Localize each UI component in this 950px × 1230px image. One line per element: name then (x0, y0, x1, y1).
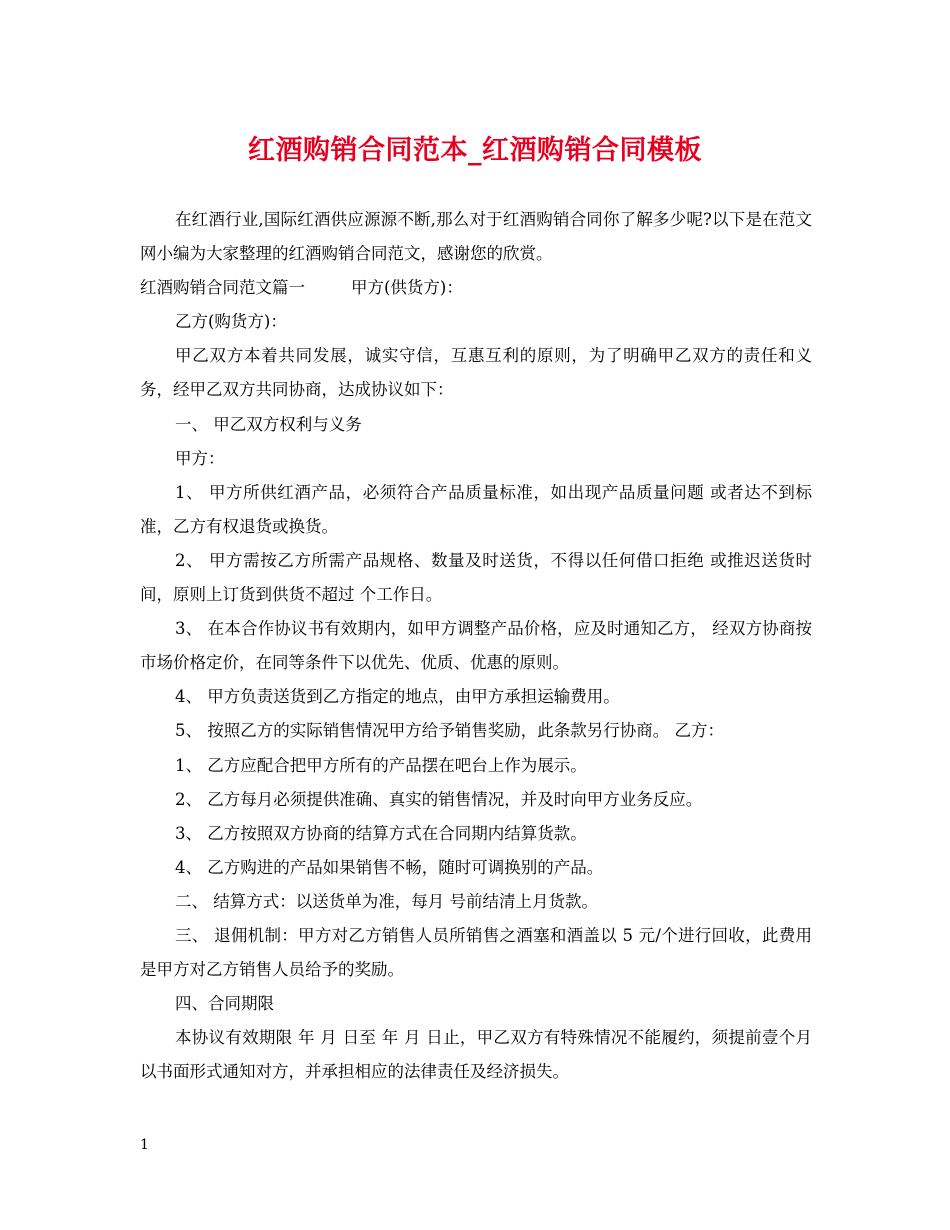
party-a-clause-5: 5、 按照乙方的实际销售情况甲方给予销售奖励，此条款另行协商。 乙方： (175, 721, 724, 741)
party-a-clause-3: 3、 在本合作协议书有效期内，如甲方调整产品价格，应及时通知乙方， 经双方协商按市场价格定价，在同等条件下以优先、优质、优惠的原则。 (140, 619, 812, 673)
party-a-clause-2: 2、 甲方需按乙方所需产品规格、数量及时送货，不得以任何借口拒绝 或推迟送货时间，原则上订货到供货不超过 个工作日。 (140, 550, 812, 605)
section-2-settlement: 二、 结算方式：以送货单为准，每月 号前结清上月货款。 (175, 891, 598, 911)
party-b-clause-3: 3、 乙方按照双方协商的结算方式在合同期内结算货款。 (175, 823, 587, 843)
intro-paragraph: 在红酒行业,国际红酒供应源源不断,那么对于红酒购销合同你了解多少呢?以下是在范文网小编为大家整理的红酒购销合同范文，感谢您的欣赏。 (140, 210, 812, 264)
contract-heading: 红酒购销合同范文篇一 (140, 278, 305, 298)
party-a-clause-4: 4、 甲方负责送货到乙方指定的地点，由甲方承担运输费用。 (175, 687, 620, 707)
party-b-clause-1: 1、 乙方应配合把甲方所有的产品摆在吧台上作为展示。 (175, 755, 587, 775)
party-a-clause-1: 1、 甲方所供红酒产品，必须符合产品质量标准，如出现产品质量问题 或者达不到标准，乙方有权退货或换货。 (140, 482, 812, 536)
party-b-clause-2: 2、 乙方每月必须提供准确、真实的销售情况，并及时向甲方业务反应。 (175, 789, 703, 809)
page-number: 1 (140, 1137, 149, 1153)
document-body (140, 203, 812, 1089)
contract-heading-line (140, 271, 812, 305)
party-a-supplier-label: 甲方(供货方)： (351, 278, 463, 298)
section-3-rebate: 三、 退佣机制：甲方对乙方销售人员所销售之酒塞和酒盖以 5 元/个进行回收，此费用是甲方对乙方销售人员给予的奖励。 (140, 925, 812, 980)
section-1-heading: 一、 甲乙双方权利与义务 (175, 414, 362, 434)
party-b-clause-4: 4、 乙方购进的产品如果销售不畅，随时可调换别的产品。 (175, 857, 604, 877)
party-b-buyer-label: 乙方(购货方)： (175, 312, 287, 332)
section-4-heading: 四、合同期限 (175, 994, 274, 1014)
document-title: 红酒购销合同范本_红酒购销合同模板 (248, 135, 702, 166)
party-a-label: 甲方： (175, 448, 225, 468)
preamble-paragraph: 甲乙双方本着共同发展，诚实守信，互惠互利的原则，为了明确甲乙双方的责任和义务，经甲乙双方共同协商，达成协议如下： (140, 346, 812, 400)
term-paragraph: 本协议有效期限 年 月 日至 年 月 日止，甲乙双方有特殊情况不能履约，须提前壹个月以书面形式通知对方，并承担相应的法律责任及经济损失。 (140, 1028, 812, 1082)
